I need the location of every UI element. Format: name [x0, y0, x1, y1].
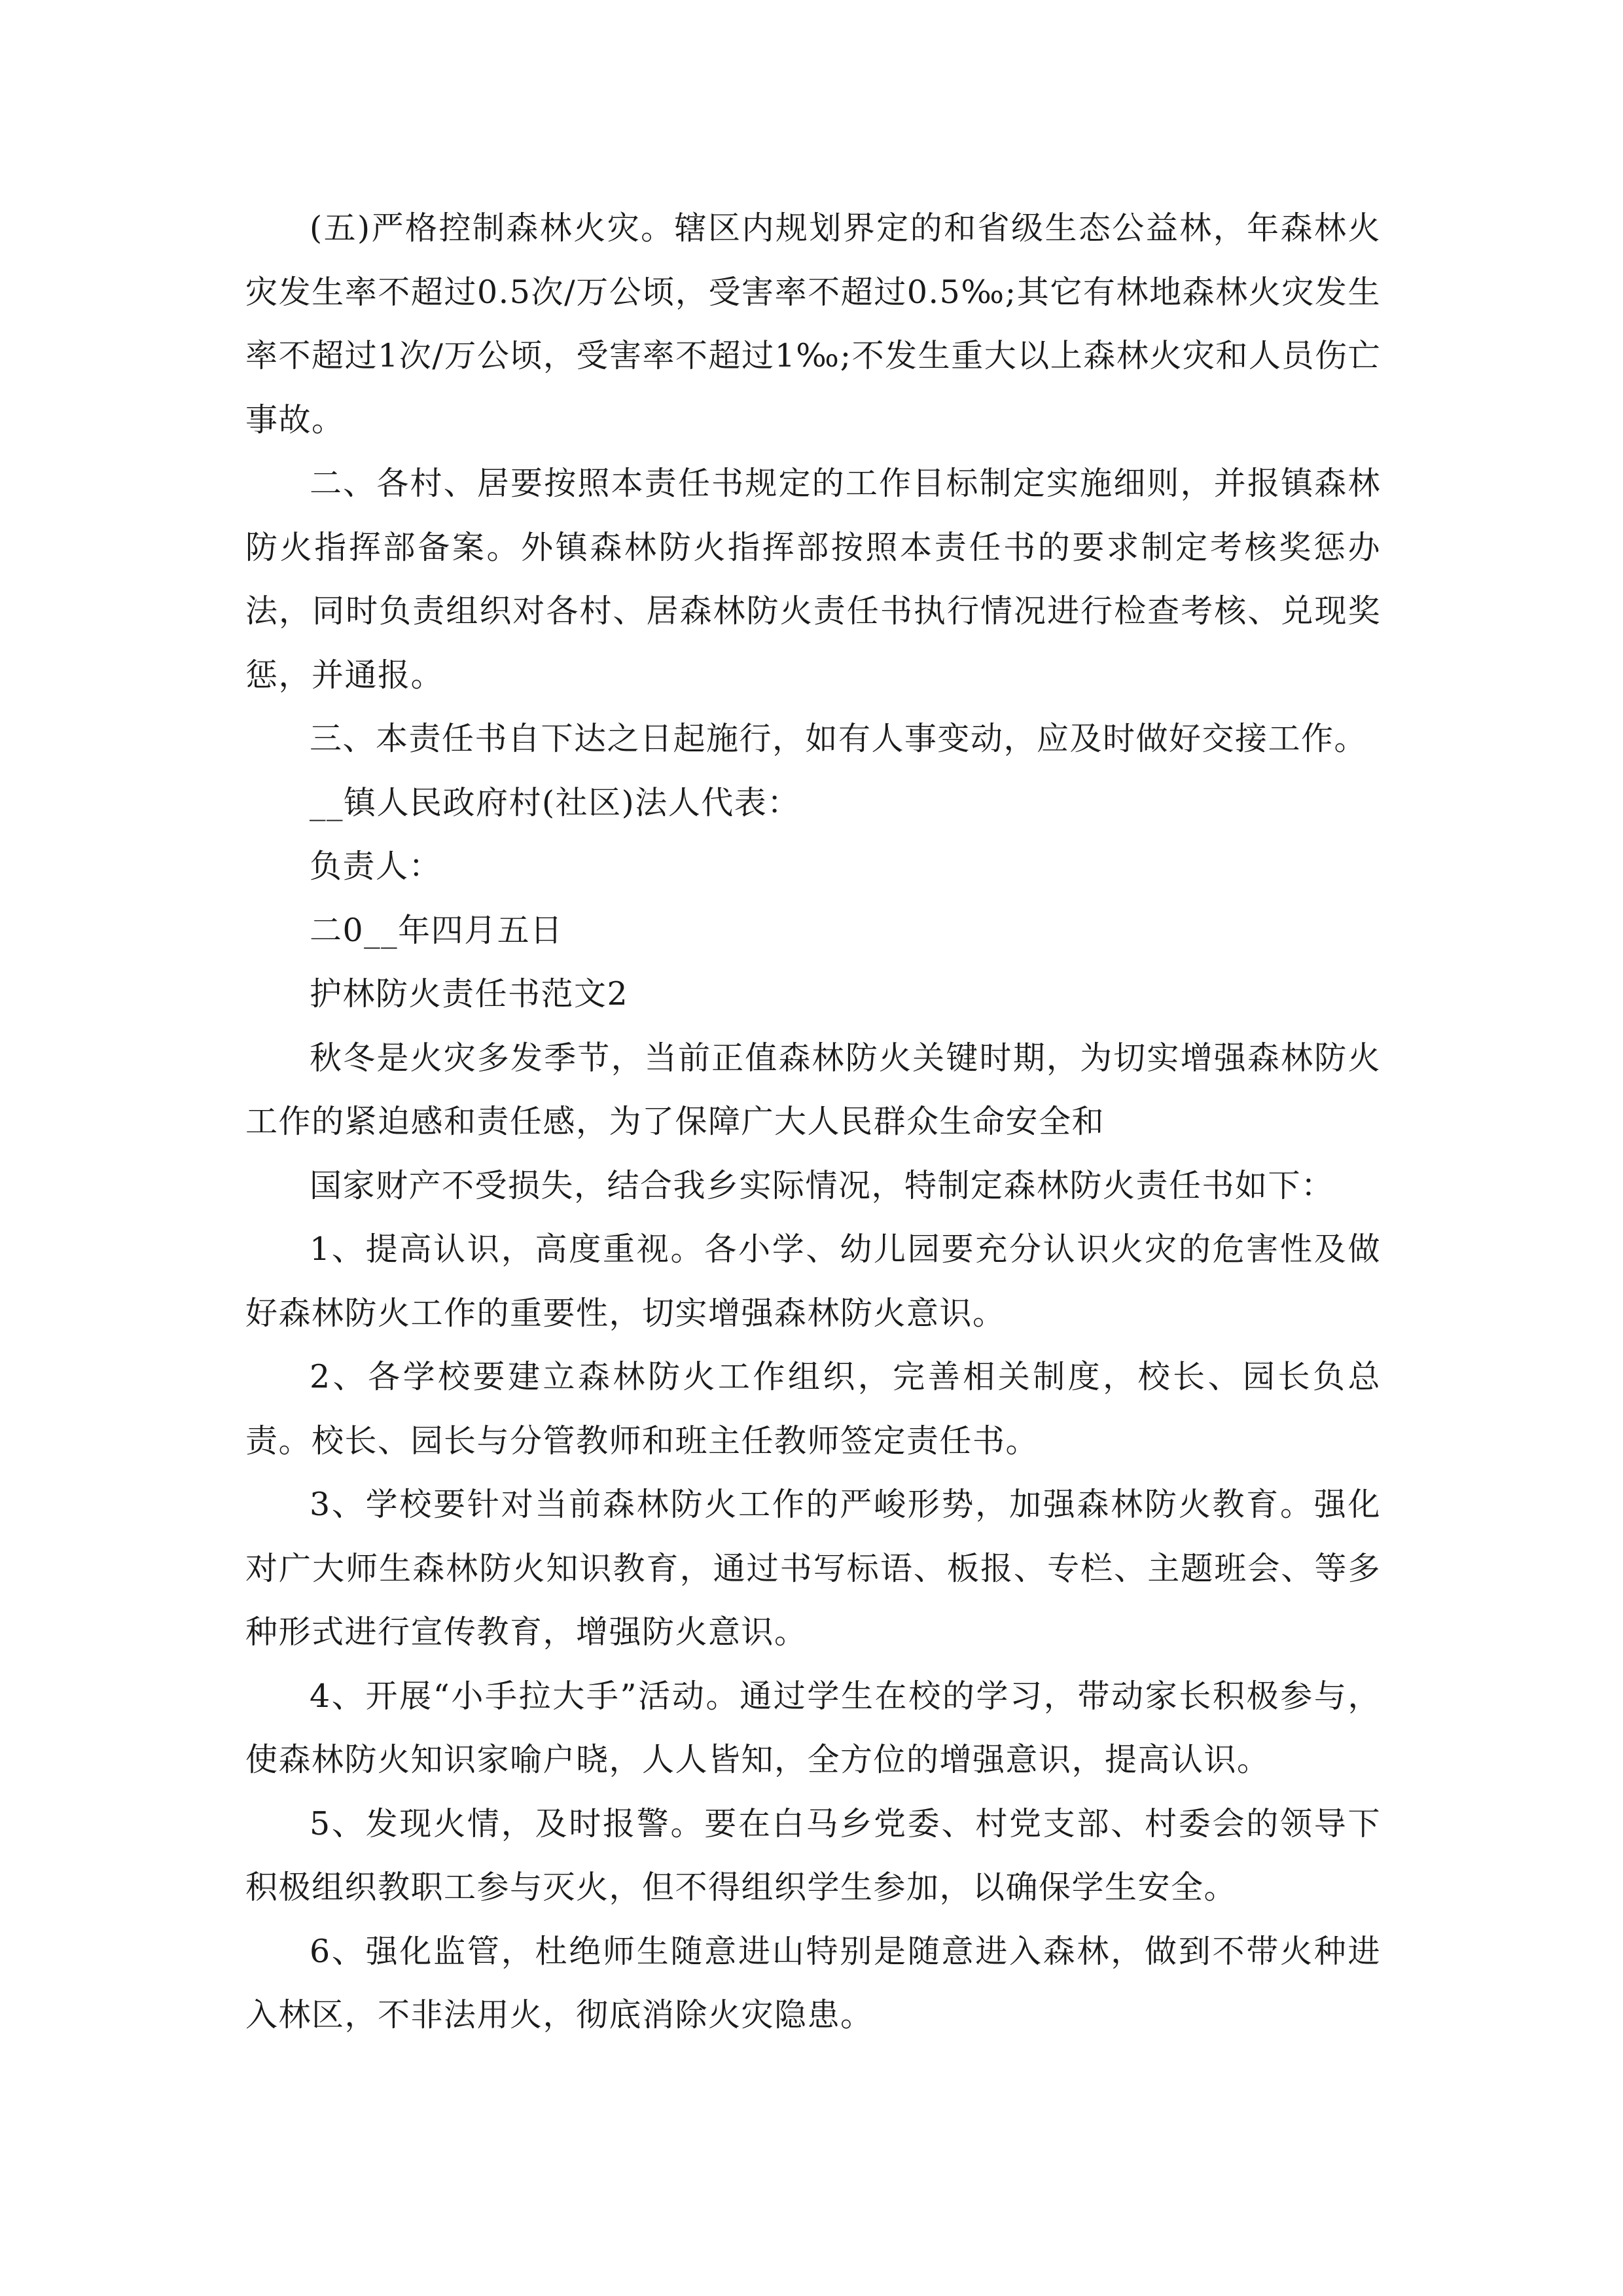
signature-line-responsible-person: 负责人： — [310, 848, 442, 885]
list-item-1: 1、提高认识，高度重视。各小学、幼儿园要充分认识火灾的危害性及做好森林防火工作的重要性，切实增强森林防火意识。 — [245, 1230, 1381, 1332]
section-title: 护林防火责任书范文2 — [310, 975, 629, 1013]
signature-line-government: __镇人民政府村(社区)法人代表： — [310, 783, 800, 821]
paragraph-effective-date: 三、本责任书自下达之日起施行，如有人事变动，应及时做好交接工作。 — [310, 720, 1368, 757]
paragraph-intro: 秋冬是火灾多发季节，当前正值森林防火关键时期，为切实增强森林防火工作的紧迫感和责任感，为了保障广大人民群众生命安全和 — [245, 1039, 1381, 1140]
list-item-4: 4、开展“小手拉大手”活动。通过学生在校的学习，带动家长积极参与，使森林防火知识家喻户晓，人人皆知，全方位的增强意识，提高认识。 — [245, 1677, 1381, 1778]
list-item-2: 2、各学校要建立森林防火工作组织，完善相关制度，校长、园长负总责。校长、园长与分管教师和班主任教师签定责任书。 — [245, 1358, 1381, 1460]
paragraph-forest-fire-control: (五)严格控制森林火灾。辖区内规划界定的和省级生态公益林，年森林火灾发生率不超过0.5次/万公顷，受害率不超过0.5‰;其它有林地森林火灾发生率不超过1次/万公顷，受害率不超过1‰;不发生重大以上森林火灾和人员伤亡事故。 — [245, 209, 1381, 439]
date-line: 二0__年四月五日 — [310, 911, 563, 949]
document-body — [245, 196, 1381, 2047]
list-item-5: 5、发现火情，及时报警。要在白马乡党委、村党支部、村委会的领导下积极组织教职工参与灭火，但不得组织学生参加，以确保学生安全。 — [245, 1804, 1381, 1906]
paragraph-implementation-rules: 二、各村、居要按照本责任书规定的工作目标制定实施细则，并报镇森林防火指挥部备案。外镇森林防火指挥部按照本责任书的要求制定考核奖惩办法，同时负责组织对各村、居森林防火责任书执行情况进行检查考核、兑现奖惩，并通报。 — [245, 465, 1381, 694]
paragraph-intro-continued: 国家财产不受损失，结合我乡实际情况，特制定森林防火责任书如下： — [310, 1166, 1334, 1204]
list-item-3: 3、学校要针对当前森林防火工作的严峻形势，加强森林防火教育。强化对广大师生森林防火知识教育，通过书写标语、板报、专栏、主题班会、等多种形式进行宣传教育，增强防火意识。 — [245, 1486, 1381, 1651]
list-item-6: 6、强化监管，杜绝师生随意进山特别是随意进入森林，做到不带火种进入林区，不非法用火，彻底消除火灾隐患。 — [245, 1932, 1381, 2034]
